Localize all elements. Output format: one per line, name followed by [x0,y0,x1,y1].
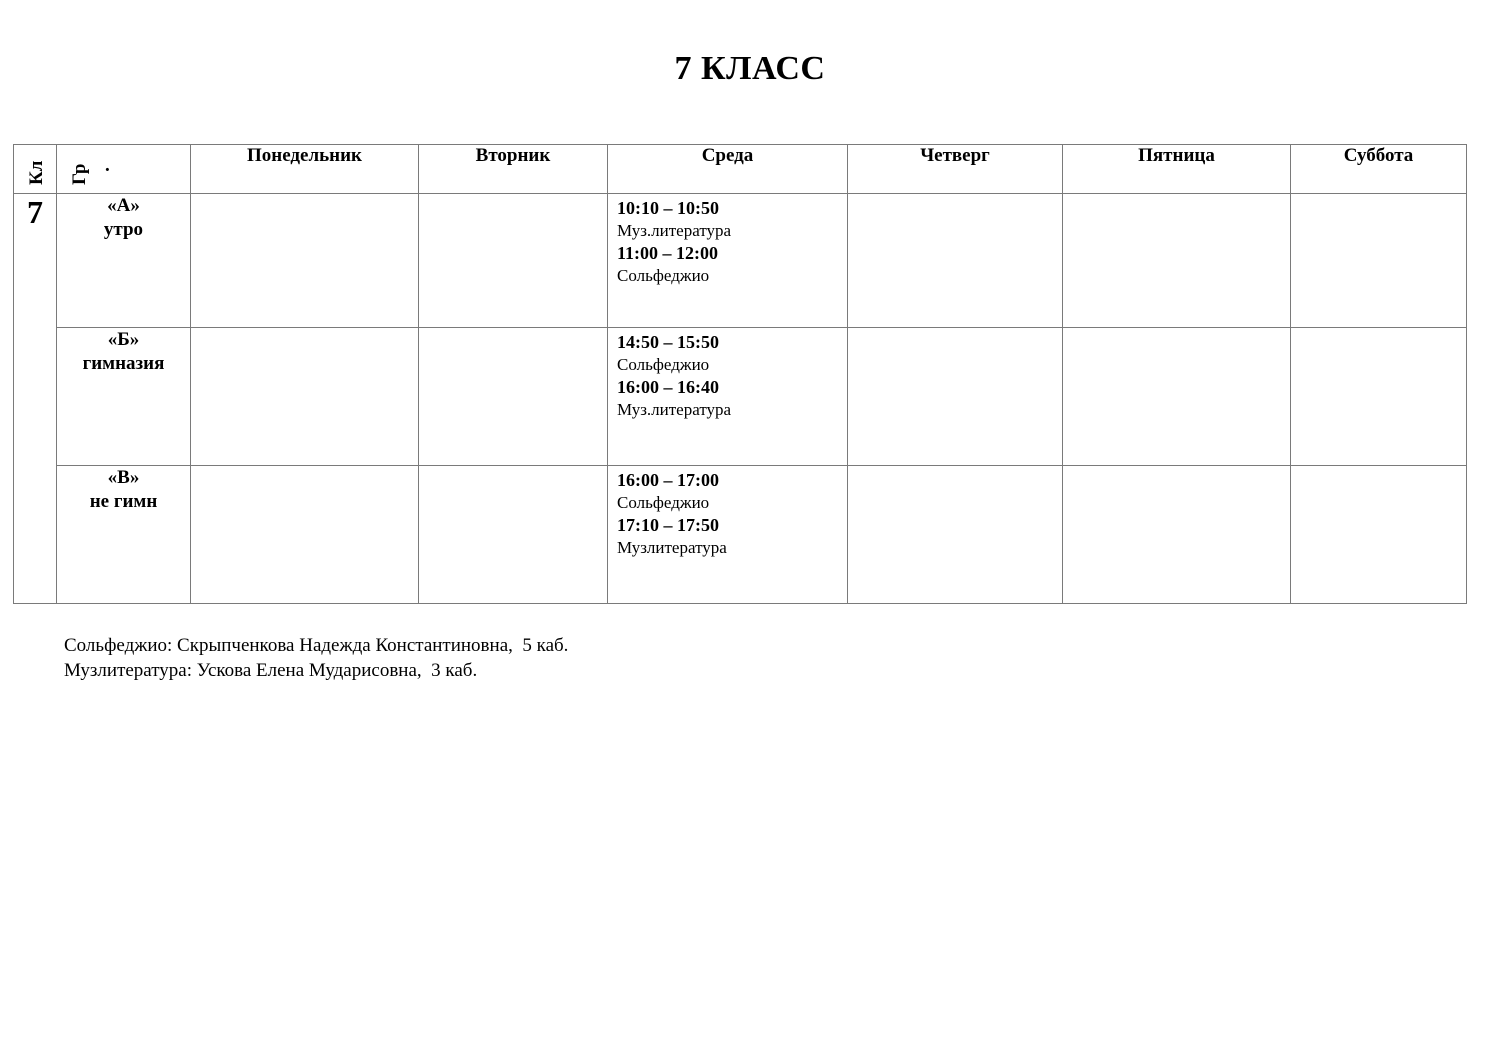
header-monday: Понедельник [191,145,419,194]
cell-thursday [848,328,1063,466]
lesson-subject: Муз.литература [617,399,732,419]
group-sub: утро [103,219,144,240]
header-saturday: Суббота [1291,145,1467,194]
group-name: «В» [107,467,140,488]
cell-wednesday [608,466,848,604]
group-sub: гимназия [82,353,165,374]
cell-tuesday [419,328,608,466]
table-row [14,466,1467,604]
group-name: «Б» [107,329,140,350]
lesson-time: 16:00 – 17:00 [617,470,719,490]
header-class-label: Кл [26,160,47,185]
header-class [14,145,57,194]
group-name: «А» [107,195,140,216]
cell-friday [1063,328,1291,466]
table-row [14,194,1467,328]
cell-monday [191,194,419,328]
cell-tuesday [419,194,608,328]
cell-saturday [1291,328,1467,466]
lesson-time: 10:10 – 10:50 [617,198,719,218]
group-sub: не гимн [89,491,158,512]
lesson-subject: Сольфеджио [617,492,710,512]
cell-thursday [848,466,1063,604]
header-thursday: Четверг [848,145,1063,194]
teacher-notes [64,633,568,683]
lesson-subject: Сольфеджио [617,265,710,285]
cell-friday [1063,466,1291,604]
lesson-time: 16:00 – 16:40 [617,377,719,397]
schedule-table [13,144,1467,604]
cell-monday [191,328,419,466]
lesson-subject: Музлитература [617,537,727,557]
lesson-time: 14:50 – 15:50 [617,332,719,352]
table-row [14,328,1467,466]
cell-wednesday [608,194,848,328]
header-friday: Пятница [1063,145,1291,194]
lesson-subject: Муз.литература [617,220,732,240]
group-label [57,466,191,604]
cell-thursday [848,194,1063,328]
group-label [57,194,191,328]
note-line: Музлитература: Ускова Елена Мударисовна, 3 каб. [64,660,478,681]
group-label [57,328,191,466]
header-group-dot: . [105,155,110,176]
lesson-time: 11:00 – 12:00 [617,243,718,263]
note-line: Сольфеджио: Скрыпченкова Надежда Константиновна, 5 каб. [64,635,569,656]
lesson-subject: Сольфеджио [617,354,710,374]
cell-saturday [1291,466,1467,604]
header-wednesday: Среда [608,145,848,194]
cell-wednesday [608,328,848,466]
class-number: 7 [14,194,57,604]
lesson-time: 17:10 – 17:50 [617,515,719,535]
cell-saturday [1291,194,1467,328]
header-row [14,145,1467,194]
cell-tuesday [419,466,608,604]
page-title: 7 КЛАСС [674,50,826,87]
header-tuesday: Вторник [419,145,608,194]
header-group-label: Гр [69,163,90,185]
cell-friday [1063,194,1291,328]
header-group [57,145,191,194]
cell-monday [191,466,419,604]
